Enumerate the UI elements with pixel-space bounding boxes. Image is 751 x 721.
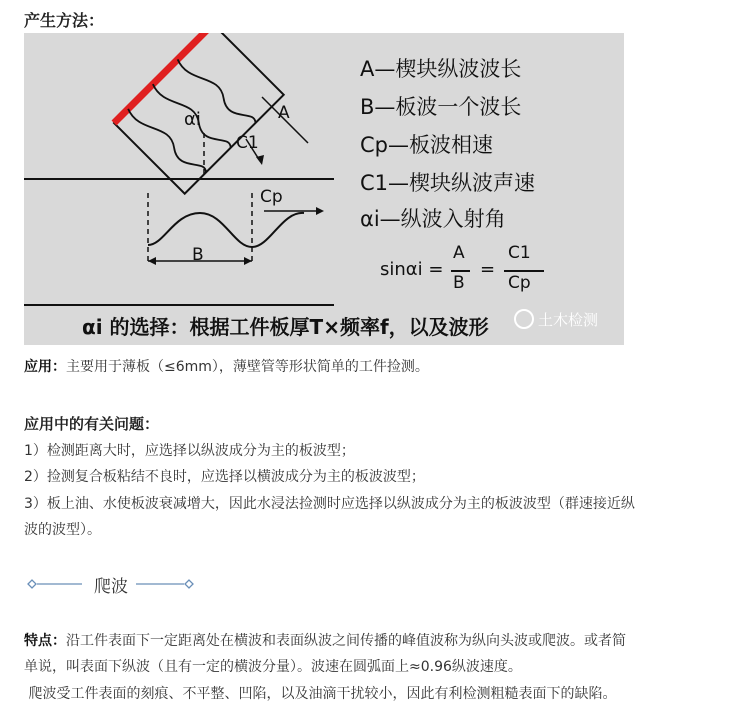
label-alpha: αi (184, 109, 201, 130)
section-title: 爬波 (94, 577, 128, 597)
label-b: B (192, 245, 204, 265)
formula-cp: Cp (508, 273, 531, 293)
features-label: 特点： (24, 633, 66, 649)
legend-item-b: B—板波一个波长 (360, 95, 522, 119)
features-line-3: 爬波受工件表面的刻痕、不平整、凹陷，以及油滴干扰较小，因此有利检测粗糙表面下的缺陷。 (24, 686, 617, 702)
features-line-2: 单说，叫表面下纵波（且有一定的横波分量）。波速在圆弧面上≈0.96纵波速度。 (24, 659, 522, 675)
legend-item-c1: C1—楔块纵波声速 (360, 171, 536, 195)
label-c1: C1 (236, 133, 259, 153)
section-heading: 产生方法： (24, 11, 105, 30)
figure-caption: αi 的选择：根据工件板厚T×频率f，以及波形 (82, 315, 489, 339)
issue-item-3-cont: 波的波型）。 (24, 522, 101, 538)
features-line-1 (24, 630, 626, 650)
legend-item-alpha: αi—纵波入射角 (360, 207, 506, 231)
watermark-icon (515, 310, 533, 328)
issue-item-1: 1）检测距离大时，应选择以纵波成分为主的板波型； (24, 443, 355, 459)
formula-b: B (453, 273, 465, 293)
section-divider (24, 572, 204, 598)
issue-item-3: 3）板上油、水使板波衰减增大，因此水浸法捡测时应选择以纵波成分为主的板波波型（群速接近纵 (24, 496, 635, 512)
formula-eq: = (480, 259, 496, 280)
lamb-wave-figure (24, 33, 624, 345)
legend-item-cp: Cp—板波相速 (360, 133, 493, 157)
application-text: 主要用于薄板（≤6mm），薄壁管等形状简单的工件捡测。 (66, 359, 429, 375)
formula-lhs: sinαi = (380, 259, 444, 280)
label-cp: Cp (260, 187, 283, 207)
watermark-text: 土木检测 (538, 311, 599, 329)
plate-wave (148, 213, 304, 247)
application-paragraph (24, 356, 429, 376)
label-a: A (278, 103, 290, 123)
formula-a: A (453, 243, 465, 263)
application-label: 应用： (24, 359, 66, 375)
issues-title: 应用中的有关问题： (24, 415, 160, 433)
issue-item-2: 2）捡测复合板粘结不良时，应选择以横波成分为主的板波波型； (24, 469, 425, 485)
legend-item-a: A—楔块纵波波长 (360, 57, 522, 81)
formula-c1: C1 (508, 243, 531, 263)
features-text-1: 沿工件表面下一定距离处在横波和表面纵波之间传播的峰值波称为纵向头波或爬波。或者简 (66, 633, 626, 649)
